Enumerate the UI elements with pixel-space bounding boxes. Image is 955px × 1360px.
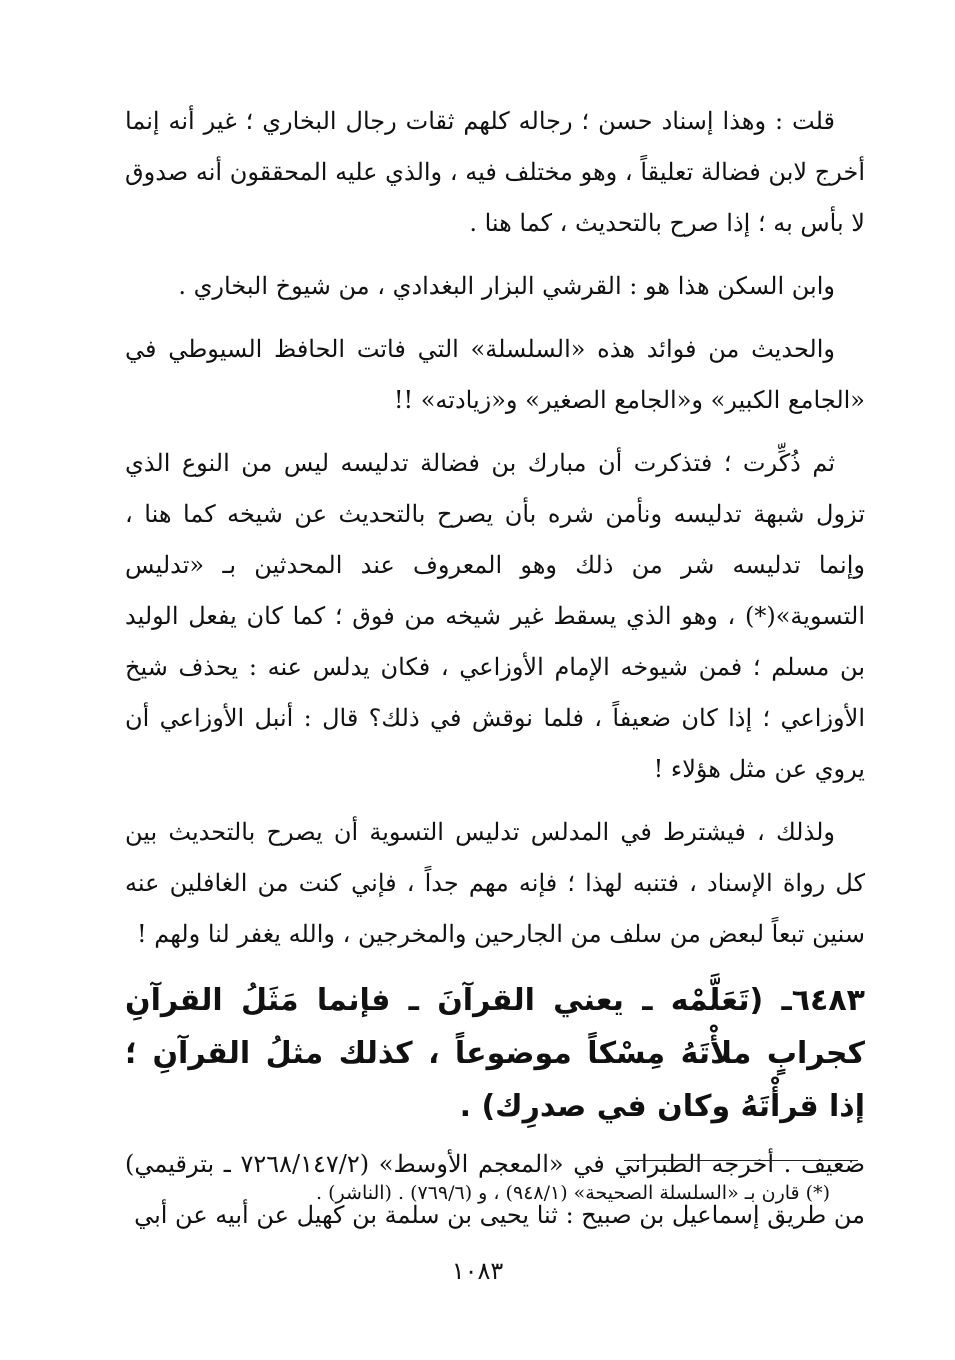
hadith-text: ـ (تَعَلَّمْه ـ يعني القرآنَ ـ فإنما مَثَلُ القرآنِ كجرابٍ ملأْتَهُ مِسْكاً موضوعاً ، كذلك مثلُ القرآنِ ؛ إذا قرأْتَهُ وكان في صدرِك) . (125, 983, 865, 1124)
hadith-number: ٦٤٨٣ (791, 983, 865, 1018)
page-number: ١٠٨٣ (451, 1257, 504, 1285)
paragraph-takhrij: ضعيف . أخرجه الطبراني في «المعجم الأوسط» (٧٢٦٨/١٤٧/٢ ـ بترقيمي) من طريق إسماعيل بن صبيح : ثنا يحيى بن سلمة بن كهيل عن أبيه عن أبي (125, 1150, 865, 1229)
paragraph-tadlis-taswiya: ثم ذُكِّرت ؛ فتذكرت أن مبارك بن فضالة تدليسه ليس من النوع الذي تزول شبهة تدليسه ونأمن شره بأن يصرح بالتحديث عن شيخه كما هنا ، وإنما تدليسه شر من ذلك وهو المعروف عند المحدثين بـ «تدليس التسوية»(*) ، وهو الذي يسقط غير شيخه من فوق ؛ كما كان يفعل الوليد بن مسلم ؛ فمن شيوخه الإمام الأوزاعي ، فكان يدلس عنه : يحذف شيخ الأوزاعي ؛ إذا كان ضعيفاً ، فلما نوقش في ذلك؟ قال : أنبل الأوزاعي أن يروي عن مثل هؤلاء ! (125, 449, 865, 783)
footnote-divider (624, 1160, 858, 1161)
hadith-heading (125, 974, 865, 1133)
footnote: (*) قارن بـ «السلسلة الصحيحة» (٩٤٨/١) ، و (٧٦٩/٦) . (الناشر) . (316, 1182, 830, 1204)
paragraph-suyuti-note: والحديث من فوائد هذه «السلسلة» التي فاتت الحافظ السيوطي في «الجامع الكبير» و«الجامع الصغير» و«زيادته» !! (125, 335, 865, 414)
paragraph-ibn-al-sakan: وابن السكن هذا هو : القرشي البزار البغدادي ، من شيوخ البخاري . (178, 272, 835, 300)
paragraph-conclusion: ولذلك ، فيشترط في المدلس تدليس التسوية أن يصرح بالتحديث بين كل رواة الإسناد ، فتنبه لهذا ؛ فإنه مهم جداً ، فإني كنت من الغافلين عنه سنين تبعاً لبعض من سلف من الجارحين والمخرجين ، والله يغفر لنا ولهم ! (125, 818, 865, 948)
page-body (125, 96, 865, 1241)
paragraph-isnad-assessment: قلت : وهذا إسناد حسن ؛ رجاله كلهم ثقات رجال البخاري ؛ غير أنه إنما أخرج لابن فضالة تعليقاً ، وهو مختلف فيه ، والذي عليه المحققون أنه صدوق لا بأس به ؛ إذا صرح بالتحديث ، كما هنا . (125, 107, 865, 237)
